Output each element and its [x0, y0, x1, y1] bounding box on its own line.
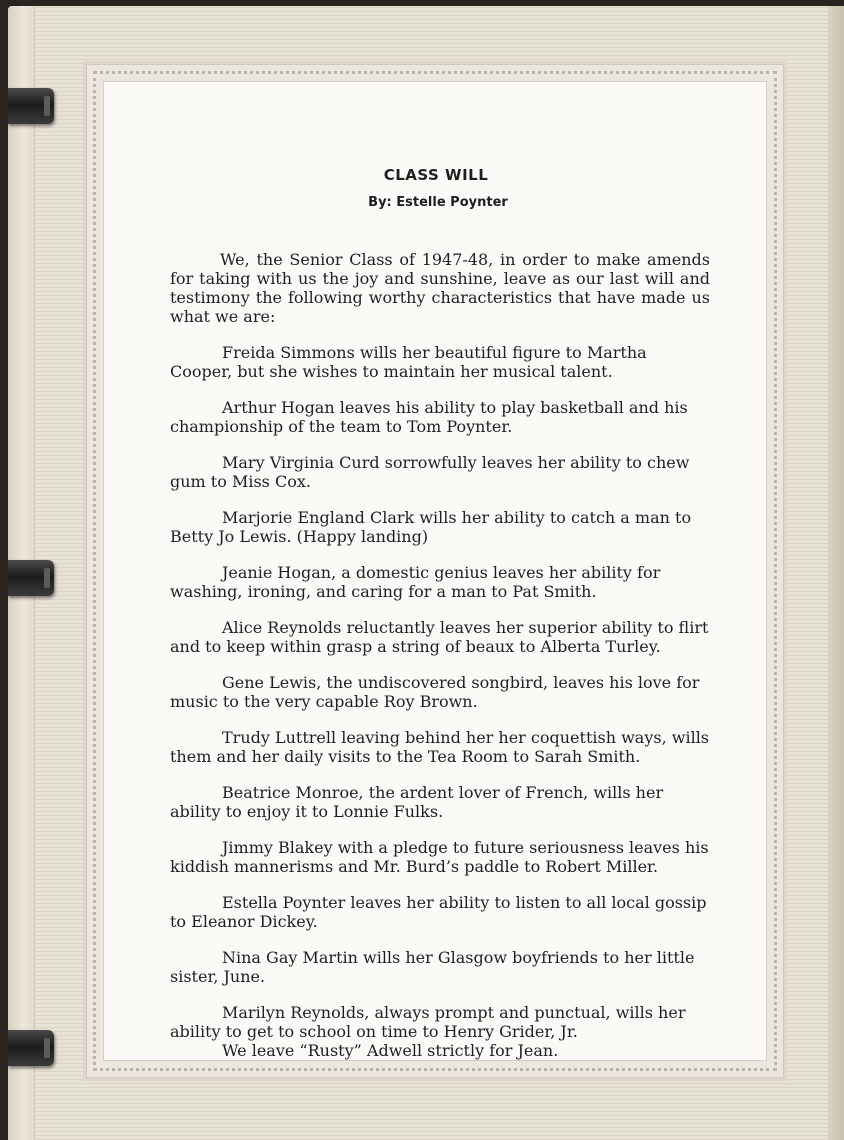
intro-paragraph: We, the Senior Class of 1947-48, in order to make amends for taking with us the joy and sunshine, leave as our last will and testimony the following worthy characteristics that have made us what we are:	[170, 250, 710, 326]
will-paragraph: Estella Poynter leaves her ability to listen to all local gossip to Eleanor Dickey.	[170, 893, 707, 931]
binder-ring-top	[8, 88, 54, 124]
binder-ring-middle	[8, 560, 54, 596]
closing-line: We leave “Rusty” Adwell strictly for Jean.	[222, 1041, 559, 1060]
scrapbook-page	[8, 6, 844, 1140]
will-paragraph: Arthur Hogan leaves his ability to play basketball and his championship of the team to Tom Poynter.	[170, 398, 688, 436]
byline: By: Estelle Poynter	[368, 195, 508, 210]
will-paragraph: Gene Lewis, the undiscovered songbird, leaves his love for music to the very capable Roy Brown.	[170, 673, 700, 711]
will-paragraph: Marilyn Reynolds, always prompt and punctual, wills her ability to get to school on time to Henry Grider, Jr.	[170, 1003, 686, 1041]
will-paragraph: Jeanie Hogan, a domestic genius leaves her ability for washing, ironing, and caring for a man to Pat Smith.	[170, 563, 661, 601]
printed-page	[103, 81, 767, 1061]
will-paragraph: Beatrice Monroe, the ardent lover of French, wills her ability to enjoy it to Lonnie Fulks.	[170, 783, 664, 821]
will-paragraph: Trudy Luttrell leaving behind her her coquettish ways, wills them and her daily visits to the Tea Room to Sarah Smith.	[170, 728, 710, 766]
page-title: CLASS WILL	[383, 166, 489, 184]
will-paragraph: Alice Reynolds reluctantly leaves her superior ability to flirt and to keep within grasp a string of beaux to Alberta Turley.	[170, 618, 709, 656]
class-will-text	[170, 166, 710, 1060]
binder-ring-bottom	[8, 1030, 54, 1066]
will-paragraph: Mary Virginia Curd sorrowfully leaves her ability to chew gum to Miss Cox.	[170, 453, 690, 491]
will-paragraph: Nina Gay Martin wills her Glasgow boyfriends to her little sister, June.	[170, 948, 695, 986]
will-paragraph: Freida Simmons wills her beautiful figure to Martha Cooper, but she wishes to maintain her musical talent.	[170, 343, 647, 381]
will-paragraph: Marjorie England Clark wills her ability to catch a man to Betty Jo Lewis. (Happy landing)	[170, 508, 692, 546]
will-paragraph: Jimmy Blakey with a pledge to future seriousness leaves his kiddish mannerisms and Mr. Burd’s paddle to Robert Miller.	[170, 838, 709, 876]
page-stack-edge	[828, 6, 844, 1140]
mounted-sheet	[86, 64, 784, 1078]
